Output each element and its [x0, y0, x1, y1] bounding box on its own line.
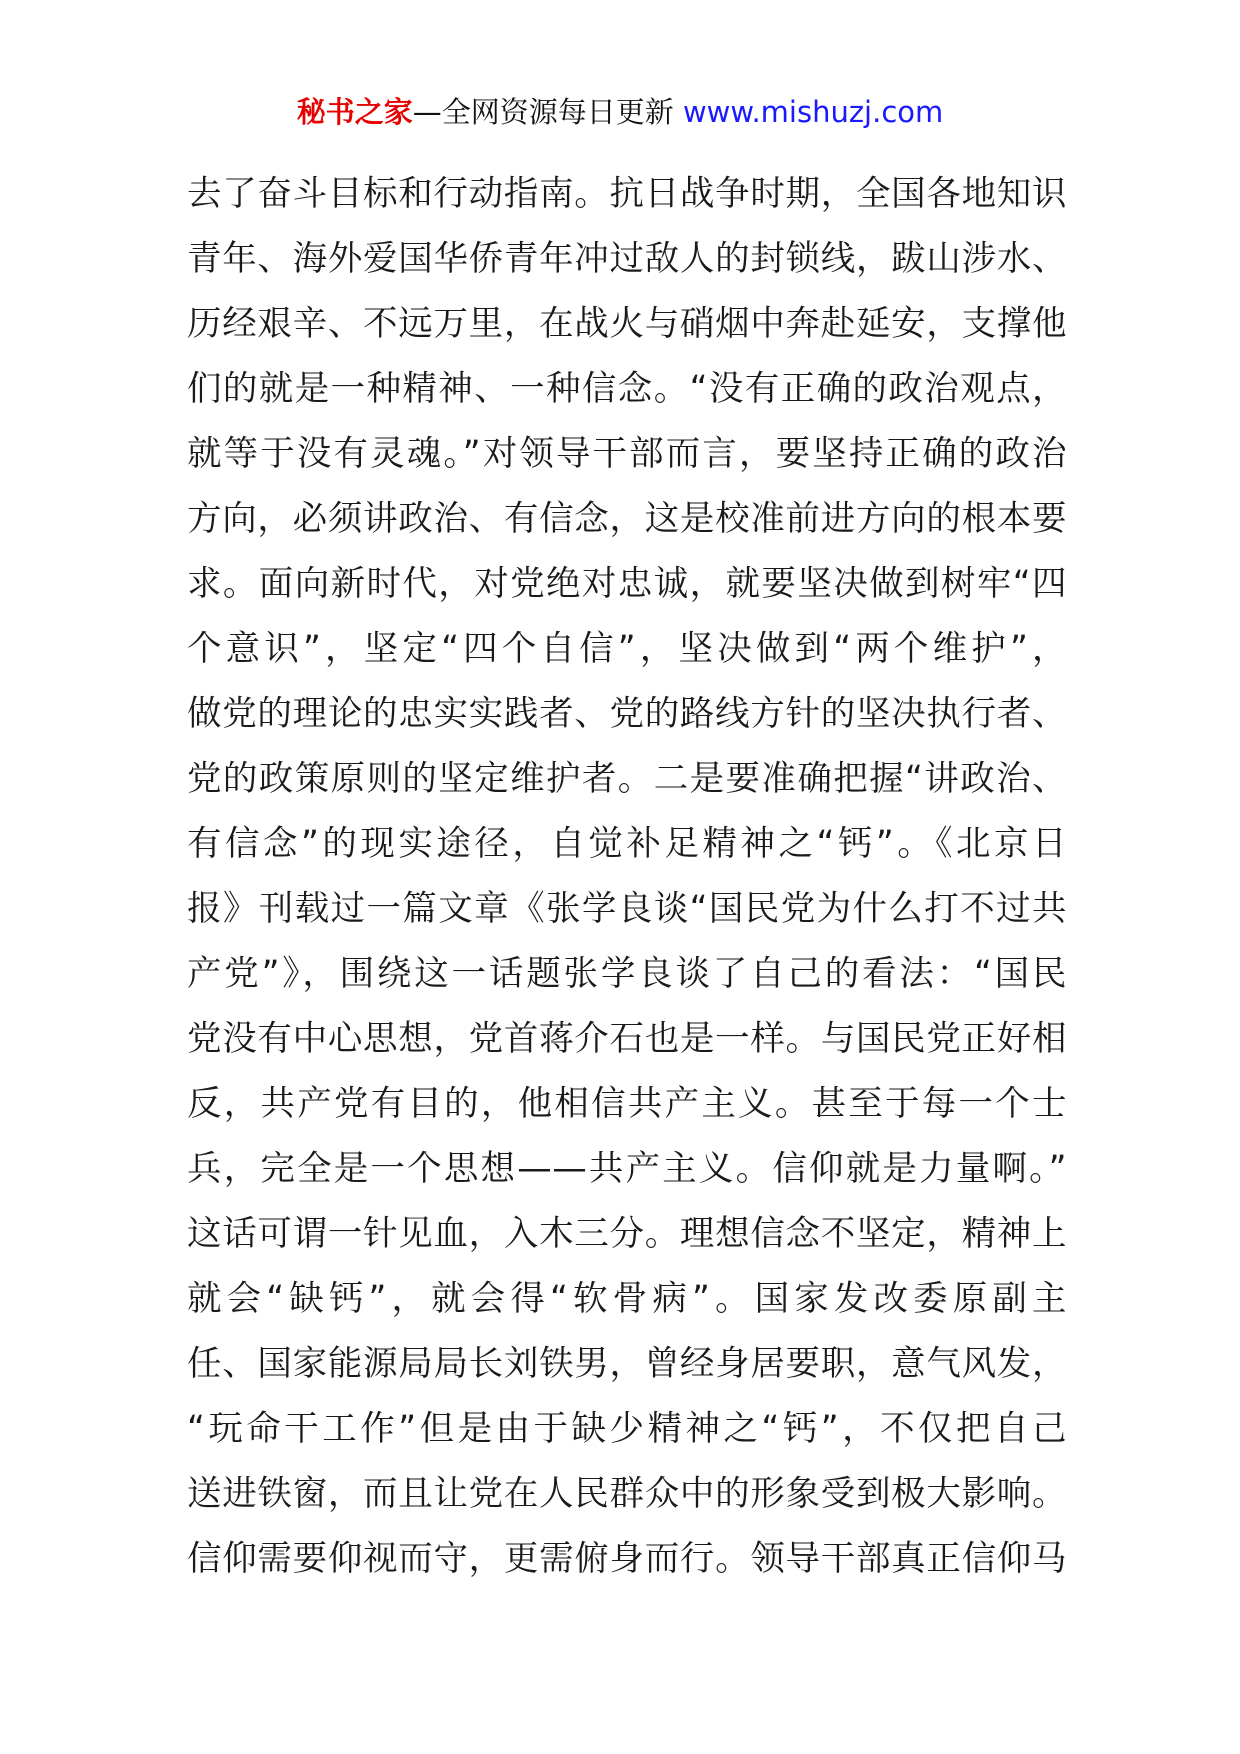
- text-line: 党的政策原则的坚定维护者。二是要准确把握“讲政治、: [187, 759, 1067, 799]
- text-line: 做党的理论的忠实实践者、党的路线方针的坚决执行者、: [187, 694, 1067, 734]
- text-line: 报》刊载过一篇文章《张学良谈“国民党为什么打不过共: [187, 889, 1067, 929]
- page-header: [0, 92, 1240, 132]
- text-line: 这话可谓一针见血，入木三分。理想信念不坚定，精神上: [187, 1214, 1067, 1254]
- text-line: 信仰需要仰视而守，更需俯身而行。领导干部真正信仰马: [187, 1539, 1067, 1579]
- text-line: 兵，完全是一个思想——共产主义。信仰就是力量啊。”: [187, 1149, 1067, 1189]
- text-line: 历经艰辛、不远万里，在战火与硝烟中奔赴延安，支撑他: [187, 304, 1067, 344]
- text-line: 党没有中心思想，党首蒋介石也是一样。与国民党正好相: [187, 1019, 1067, 1059]
- text-line: 反，共产党有目的，他相信共产主义。甚至于每一个士: [187, 1084, 1067, 1124]
- text-line: 任、国家能源局局长刘铁男，曾经身居要职，意气风发，: [187, 1344, 1067, 1384]
- text-line: 求。面向新时代，对党绝对忠诚，就要坚决做到树牢“四: [187, 564, 1067, 604]
- header-tagline: —全网资源每日更新: [412, 95, 683, 129]
- text-line: 就等于没有灵魂。”对领导干部而言，要坚持正确的政治: [187, 434, 1067, 474]
- text-line: 们的就是一种精神、一种信念。“没有正确的政治观点，: [187, 369, 1067, 409]
- text-line: 有信念”的现实途径，自觉补足精神之“钙”。《北京日: [187, 824, 1067, 864]
- text-line: 青年、海外爱国华侨青年冲过敌人的封锁线，跋山涉水、: [187, 239, 1067, 279]
- brand-name: 秘书之家: [296, 95, 413, 129]
- text-line: 个意识”，坚定“四个自信”，坚决做到“两个维护”，: [187, 629, 1067, 669]
- text-line: “玩命干工作”但是由于缺少精神之“钙”，不仅把自己: [187, 1409, 1067, 1449]
- text-line: 方向，必须讲政治、有信念，这是校准前进方向的根本要: [187, 499, 1067, 539]
- text-line: 去了奋斗目标和行动指南。抗日战争时期，全国各地知识: [187, 174, 1067, 214]
- text-line: 送进铁窗，而且让党在人民群众中的形象受到极大影响。: [187, 1474, 1067, 1514]
- website-url[interactable]: www.mishuzj.com: [682, 95, 944, 129]
- text-line: 产党”》，围绕这一话题张学良谈了自己的看法：“国民: [187, 954, 1067, 994]
- text-line: 就会“缺钙”，就会得“软骨病”。国家发改委原副主: [187, 1279, 1067, 1319]
- document-body: [187, 162, 1067, 1592]
